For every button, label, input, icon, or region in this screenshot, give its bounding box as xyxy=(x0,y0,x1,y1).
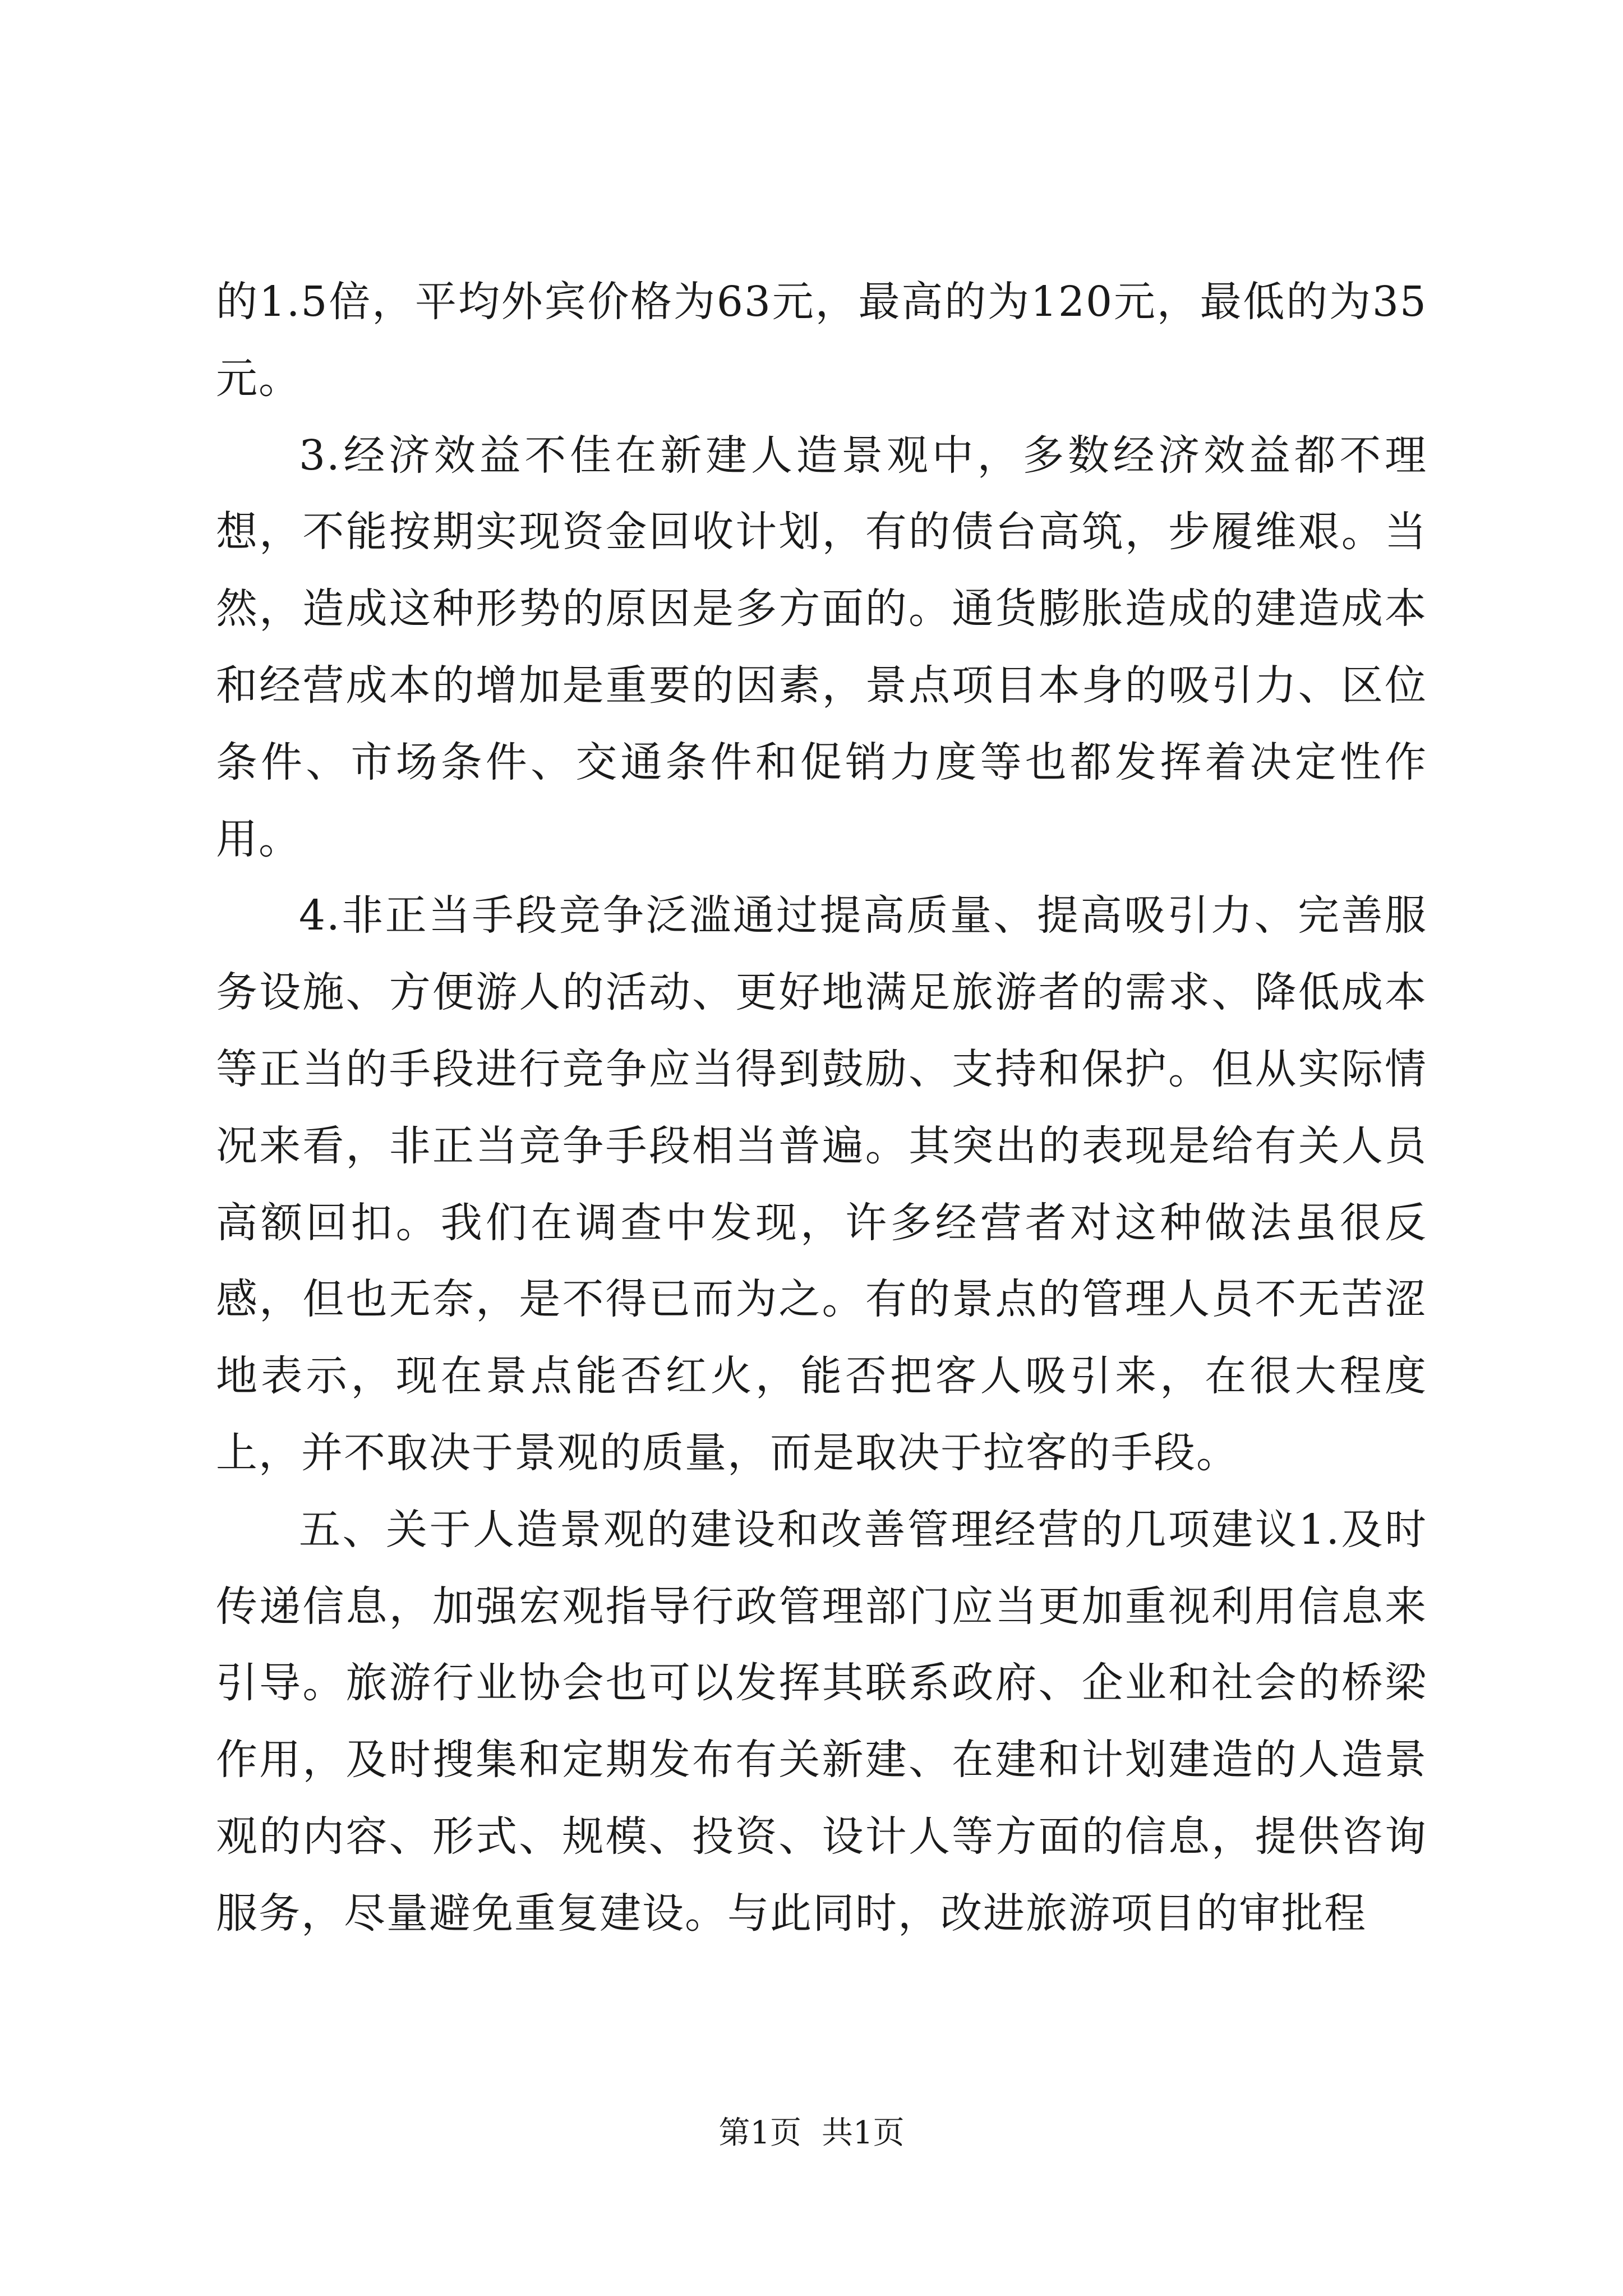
paragraph-economic-benefit: 3.经济效益不佳在新建人造景观中，多数经济效益都不理想，不能按期实现资金回收计划，有的债台高筑，步履维艰。当然，造成这种形势的原因是多方面的。通货膨胀造成的建造成本和经营成本的增加是重要的因素，景点项目本身的吸引力、区位条件、市场条件、交通条件和促销力度等也都发挥着决定性作用。 xyxy=(216,431,1427,863)
page-footer xyxy=(0,2114,1623,2153)
paragraph-unfair-competition: 4.非正当手段竞争泛滥通过提高质量、提高吸引力、完善服务设施、方便游人的活动、更好地满足旅游者的需求、降低成本等正当的手段进行竞争应当得到鼓励、支持和保护。但从实际情况来看，非正当竞争手段相当普遍。其突出的表现是给有关人员高额回扣。我们在调查中发现，许多经营者对这种做法虽很反感，但也无奈，是不得已而为之。有的景点的管理人员不无苦涩地表示，现在景点能否红火，能否把客人吸引来，在很大程度上，并不取决于景观的质量，而是取决于拉客的手段。 xyxy=(216,891,1427,1477)
page-total: 共1页 xyxy=(822,2115,905,2151)
paragraph-suggestions: 五、关于人造景观的建设和改善管理经营的几项建议1.及时传递信息，加强宏观指导行政管理部门应当更加重视利用信息来引导。旅游行业协会也可以发挥其联系政府、企业和社会的桥梁作用，及时搜集和定期发布有关新建、在建和计划建造的人造景观的内容、形式、规模、投资、设计人等方面的信息，提供咨询服务，尽量避免重复建设。与此同时，改进旅游项目的审批程 xyxy=(216,1505,1427,1938)
paragraph-continuation: 的1.5倍，平均外宾价格为63元，最高的为120元，最低的为35元。 xyxy=(216,278,1427,403)
page-number: 第1页 xyxy=(718,2115,801,2151)
document-body xyxy=(216,264,1427,1952)
